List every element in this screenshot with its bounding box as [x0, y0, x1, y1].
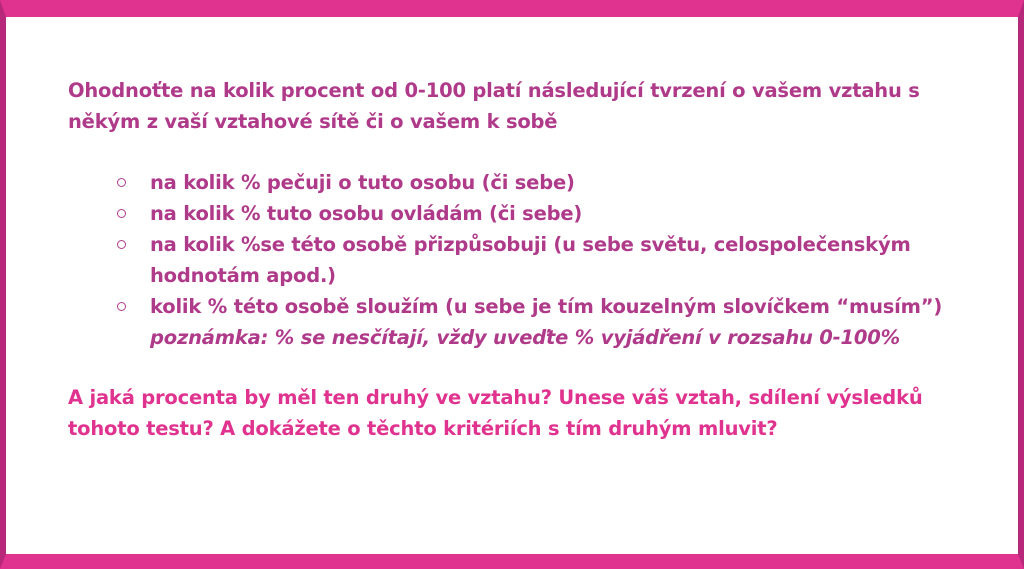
circle-bullet-icon	[117, 302, 126, 311]
intro-paragraph: Ohodnoťte na kolik procent od 0-100 platí následující tvrzení o vašem vztahu s někým z vaší vztahové sítě či o vašem k sobě	[68, 79, 920, 133]
closing-paragraph: A jaká procenta by měl ten druhý ve vztahu? Unese váš vztah, sdílení výsledků tohoto testu? A dokážete o těchto kritériích s tím druhým mluvit?	[68, 386, 923, 440]
circle-bullet-icon	[117, 178, 126, 187]
circle-bullet-icon	[117, 209, 126, 218]
list-item	[150, 229, 968, 291]
list-item	[150, 291, 968, 353]
list-item	[150, 167, 968, 198]
list-item-text: kolik % této osobě sloužím (u sebe je tím kouzelným slovíčkem “musím”)	[150, 295, 943, 318]
slide-content	[68, 75, 968, 444]
criteria-list	[68, 167, 968, 353]
list-item-text: na kolik % tuto osobu ovládám (či sebe)	[150, 202, 583, 225]
list-item	[150, 198, 968, 229]
circle-bullet-icon	[117, 240, 126, 249]
note-text: poznámka: % se nesčítají, vždy uveďte % vyjádření v rozsahu 0-100%	[150, 326, 900, 349]
list-item-text: na kolik %se této osobě přizpůsobuji (u sebe světu, celospolečenským hodnotám apod.)	[150, 233, 911, 287]
list-item-text: na kolik % pečuji o tuto osobu (či sebe)	[150, 171, 575, 194]
